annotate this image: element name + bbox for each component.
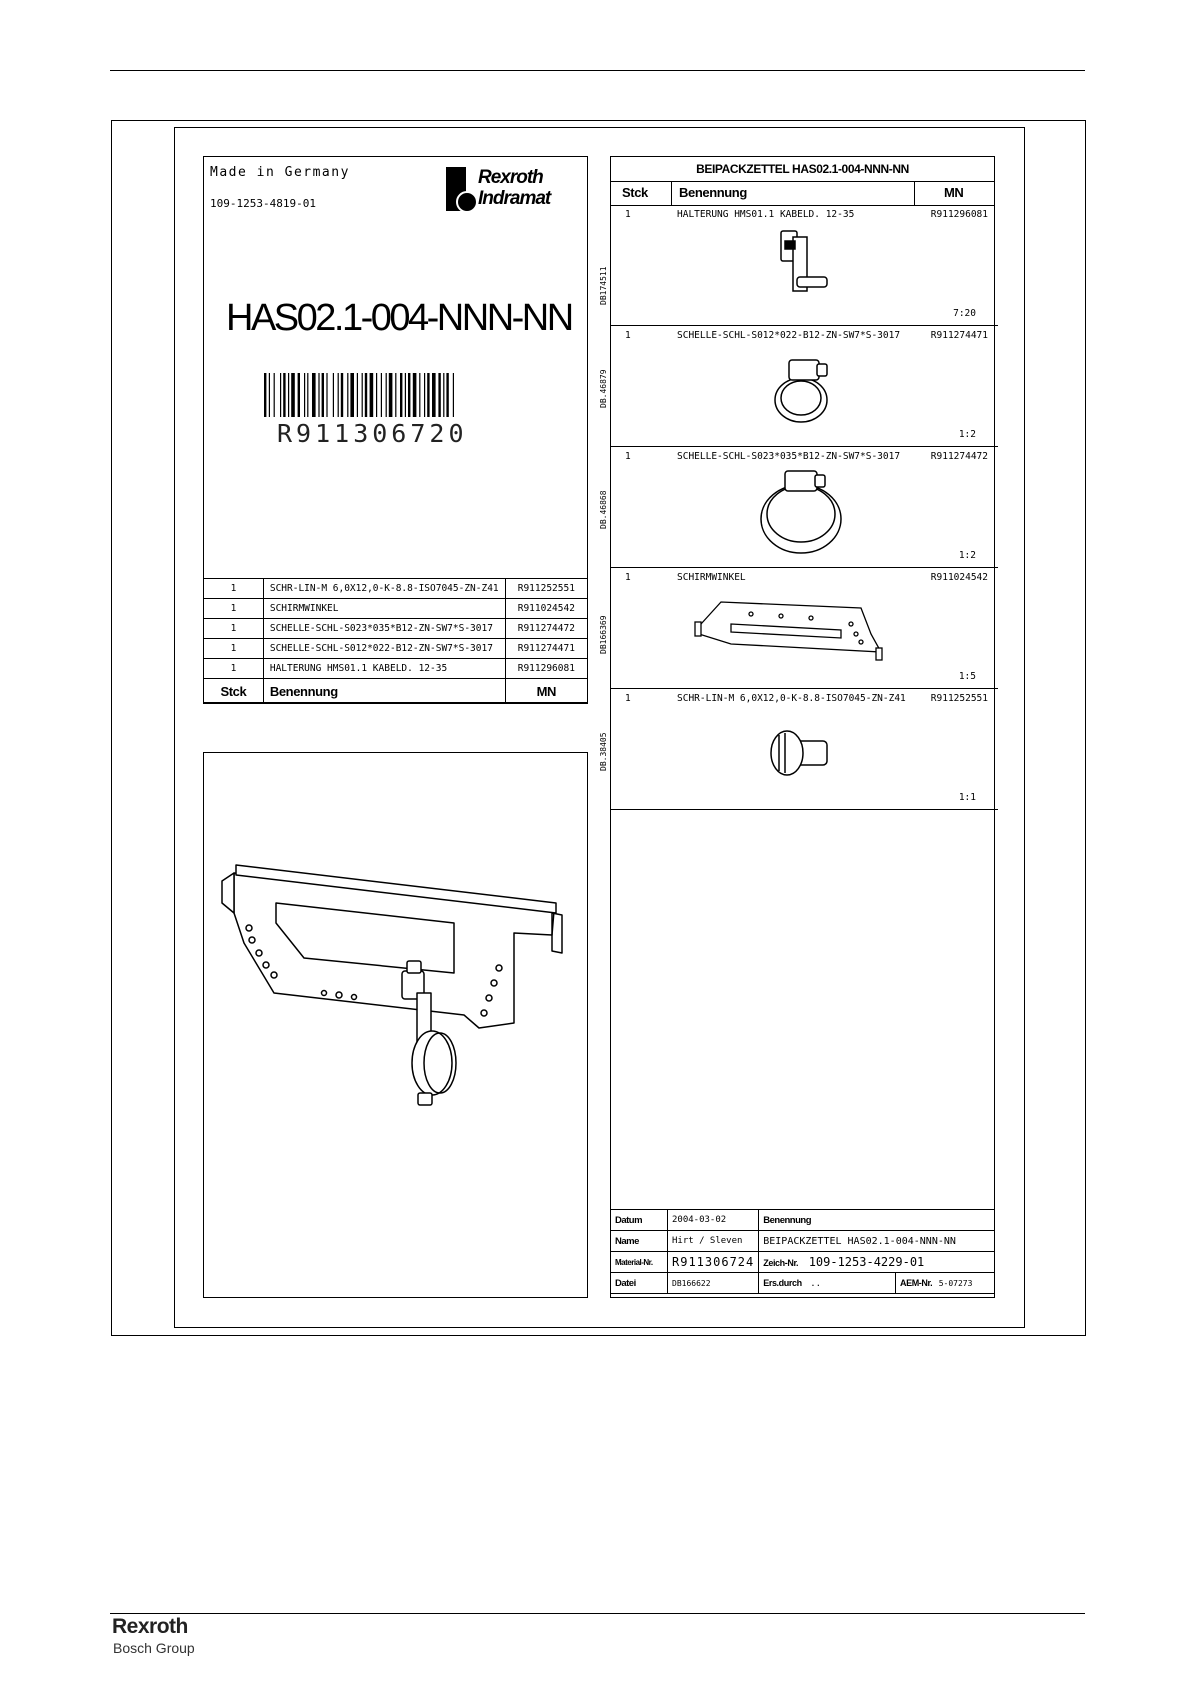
- barcode-bar: [405, 373, 406, 417]
- part-mn: R911296081: [505, 659, 587, 679]
- made-in-text: Made in Germany: [210, 165, 350, 180]
- part-mn: R911024542: [505, 599, 587, 619]
- barcode-bar: [389, 373, 393, 417]
- label-parts-row: [204, 599, 588, 619]
- barcode-bar: [264, 373, 266, 417]
- part-qty: 1: [204, 619, 264, 639]
- item-scale: 1:5: [958, 671, 976, 682]
- small-clamp-drawing: [761, 348, 851, 428]
- item-ref: DB166369: [599, 615, 608, 654]
- item-ref: DB.46879: [599, 369, 608, 408]
- packing-list-title: BEIPACKZETTEL HAS02.1-004-NNN-NN: [611, 157, 994, 182]
- barcode-bar: [322, 373, 324, 417]
- barcode-bar: [419, 373, 420, 417]
- label-code: 109-1253-4819-01: [210, 197, 316, 210]
- item-ref: DB.38405: [599, 732, 608, 771]
- datum-value: 2004-03-02: [668, 1210, 759, 1231]
- zeich-cell: [759, 1252, 995, 1273]
- item-name: SCHELLE-SCHL-S012*022-B12-ZN-SW7*S-3017: [677, 330, 901, 341]
- barcode-bar: [274, 373, 275, 417]
- part-qty: 1: [204, 599, 264, 619]
- item-name: SCHIRMWINKEL: [677, 572, 746, 583]
- barcode-bar: [357, 373, 358, 417]
- pl-header-qty: Stck: [622, 185, 648, 200]
- item-scale: 1:2: [958, 429, 976, 440]
- barcode-bar: [400, 373, 402, 417]
- label-parts-header: [204, 679, 588, 704]
- holder-bracket-drawing: [771, 227, 841, 307]
- item-qty: 1: [625, 330, 631, 341]
- ers-value: ..: [810, 1278, 822, 1289]
- label-parts-table: [203, 578, 588, 704]
- part-mn: R911274471: [505, 639, 587, 659]
- packing-list: [599, 156, 995, 1298]
- footer-group: Bosch Group: [113, 1640, 195, 1656]
- barcode-bar: [453, 373, 454, 417]
- label-parts-row: [204, 659, 588, 679]
- barcode-bar: [408, 373, 410, 417]
- item-mn: R911274471: [930, 330, 988, 341]
- part-mn: R911252551: [505, 579, 587, 599]
- pl-header-mn: MN: [944, 185, 964, 200]
- barcode-bar: [413, 373, 417, 417]
- barcode-bar: [443, 373, 444, 417]
- part-name: SCHR-LIN-M 6,0X12,0-K-8.8-ISO7045-ZN-Z41: [263, 579, 505, 599]
- barcode-bar: [333, 373, 334, 417]
- header-name: Benennung: [263, 679, 505, 704]
- barcode-bar: [438, 373, 440, 417]
- item-name: SCHR-LIN-M 6,0X12,0-K-8.8-ISO7045-ZN-Z41: [677, 693, 906, 704]
- label-parts-row: [204, 579, 588, 599]
- logo-circle-icon: [456, 191, 478, 213]
- part-name: SCHELLE-SCHL-S023*035*B12-ZN-SW7*S-3017: [263, 619, 505, 639]
- label-parts-row: [204, 619, 588, 639]
- assembly-drawing-panel: [203, 752, 588, 1298]
- part-qty: 1: [204, 579, 264, 599]
- barcode-bar: [424, 373, 425, 417]
- barcode-bar: [365, 373, 367, 417]
- bottom-rule: [110, 1613, 1085, 1614]
- datei-label: Datei: [611, 1273, 668, 1294]
- barcode-bar: [269, 373, 270, 417]
- item-mn: R911024542: [930, 572, 988, 583]
- datei-value: DB166622: [668, 1273, 759, 1294]
- name-label: Name: [611, 1231, 668, 1252]
- aem-value: 5-07273: [938, 1279, 973, 1288]
- aem-label: AEM-Nr.: [900, 1278, 933, 1288]
- item-scale: 1:2: [958, 550, 976, 561]
- item-name: HALTERUNG HMS01.1 KABELD. 12-35: [677, 209, 855, 220]
- product-code: HAS02.1-004-NNN-NN: [226, 297, 572, 339]
- footer-brand: Rexroth: [112, 1615, 188, 1638]
- label-card: [203, 156, 588, 703]
- item-name: SCHELLE-SCHL-S023*035*B12-ZN-SW7*S-3017: [677, 451, 901, 462]
- item-qty: 1: [625, 693, 631, 704]
- part-qty: 1: [204, 659, 264, 679]
- item-ref: DB174511: [599, 266, 608, 305]
- barcode-bar: [298, 373, 300, 417]
- shield-bracket-drawing: [691, 594, 901, 664]
- material-value: R911306724: [668, 1252, 759, 1273]
- ers-label: Ers.durch: [763, 1277, 802, 1288]
- part-name: SCHIRMWINKEL: [263, 599, 505, 619]
- large-clamp-drawing: [751, 459, 861, 559]
- barcode-bar: [350, 373, 354, 417]
- item-mn: R911296081: [930, 209, 988, 220]
- item-scale: 1:1: [958, 792, 976, 803]
- rexroth-indramat-logo: [446, 167, 576, 213]
- packing-list-item: [599, 326, 998, 447]
- header-mn: MN: [505, 679, 587, 704]
- datum-label: Datum: [611, 1210, 668, 1231]
- item-mn: R911252551: [930, 693, 988, 704]
- barcode-bar: [280, 373, 281, 417]
- barcode-bar: [307, 373, 308, 417]
- barcode-bar: [312, 373, 316, 417]
- logo-line2: Indramat: [478, 188, 551, 209]
- barcode-bar: [395, 373, 396, 417]
- barcode-bar: [318, 373, 319, 417]
- item-qty: 1: [625, 572, 631, 583]
- screw-drawing: [761, 725, 841, 785]
- assembly-drawing: [204, 753, 586, 1296]
- part-name: SCHELLE-SCHL-S012*022-B12-ZN-SW7*S-3017: [263, 639, 505, 659]
- label-parts-row: [204, 639, 588, 659]
- barcode-bar: [288, 373, 289, 417]
- packing-list-item: [599, 689, 998, 810]
- packing-list-item: [599, 447, 998, 568]
- barcode-bar: [304, 373, 305, 417]
- part-qty: 1: [204, 639, 264, 659]
- barcode-bar: [446, 373, 448, 417]
- barcode-bar: [381, 373, 382, 417]
- item-scale: 7:20: [953, 308, 976, 319]
- item-qty: 1: [625, 451, 631, 462]
- packing-list-header: [611, 181, 994, 206]
- barcode-bar: [326, 373, 327, 417]
- title-block: [610, 1209, 995, 1294]
- material-label: Material-Nr.: [611, 1252, 668, 1273]
- item-qty: 1: [625, 209, 631, 220]
- header-qty: Stck: [204, 679, 264, 704]
- part-mn: R911274472: [505, 619, 587, 639]
- packing-list-item: [599, 568, 998, 689]
- barcode-bar: [347, 373, 348, 417]
- item-mn: R911274472: [930, 451, 988, 462]
- part-name: HALTERUNG HMS01.1 KABELD. 12-35: [263, 659, 505, 679]
- ers-cell: [759, 1273, 896, 1294]
- barcode-bar: [283, 373, 285, 417]
- item-ref: DB.46868: [599, 490, 608, 529]
- barcode-bar: [427, 373, 429, 417]
- name-value: Hirt / Sleven: [668, 1231, 759, 1252]
- barcode: [264, 373, 524, 417]
- barcode-bar: [291, 373, 295, 417]
- barcode-bar: [376, 373, 377, 417]
- top-rule: [110, 70, 1085, 71]
- zeich-label: Zeich-Nr.: [763, 1258, 799, 1268]
- logo-line1: Rexroth: [478, 167, 543, 188]
- barcode-bar: [370, 373, 374, 417]
- barcode-bar: [432, 373, 436, 417]
- barcode-number: R911306720: [277, 419, 468, 448]
- benennung-label: Benennung: [759, 1210, 995, 1231]
- aem-cell: [896, 1273, 995, 1294]
- pl-header-name: Benennung: [679, 185, 747, 200]
- packing-list-item: [599, 205, 998, 326]
- benennung-value: BEIPACKZETTEL HAS02.1-004-NNN-NN: [759, 1231, 995, 1252]
- barcode-bar: [341, 373, 343, 417]
- barcode-bar: [362, 373, 363, 417]
- barcode-bar: [338, 373, 339, 417]
- barcode-bar: [386, 373, 387, 417]
- zeich-value: 109-1253-4229-01: [808, 1255, 925, 1269]
